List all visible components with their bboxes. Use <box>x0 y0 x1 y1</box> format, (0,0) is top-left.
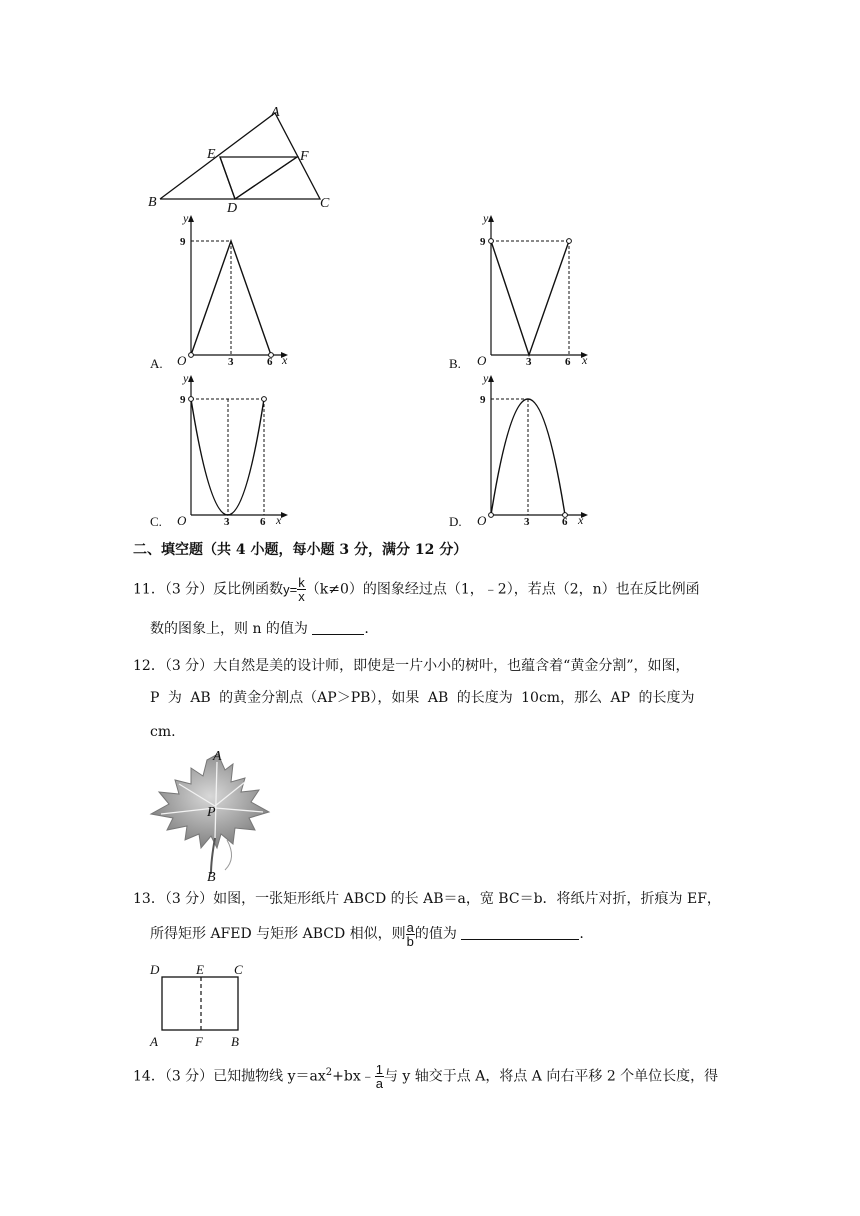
graph-a-origin: O <box>177 353 187 368</box>
question-13-line2 <box>150 919 584 949</box>
question-11-line1 <box>133 576 700 602</box>
q13-fraction <box>406 921 415 948</box>
q11-mid-text: （k≠0）的图象经过点（1，﹣2），若点（2，n）也在反比例函 <box>305 581 700 598</box>
q14-sup: 2 <box>325 1067 333 1078</box>
graph-d-x-label: x <box>578 513 584 527</box>
q14-mid: +bx﹣ <box>332 1068 375 1085</box>
section-title: 二、填空题（共 4 小题，每小题 3 分，满分 12 分） <box>133 542 468 558</box>
graph-c-x-label: x <box>276 513 282 527</box>
graph-a <box>172 212 302 367</box>
q14-frac-num: 1 <box>375 1062 383 1078</box>
q11-number-text: 11．（3 分）反比例函数 <box>133 581 284 598</box>
graph-d-three: 3 <box>524 516 530 528</box>
graph-b-six: 6 <box>565 356 571 368</box>
question-12-line3: cm. <box>150 724 176 740</box>
graph-b-x-label: x <box>582 353 588 367</box>
graph-b-nine: 9 <box>480 236 486 248</box>
rect-label-d: D <box>150 962 160 977</box>
rect-label-e: E <box>196 962 204 977</box>
q11-frac-num: k <box>298 575 305 590</box>
question-12-line2: P 为 AB 的黄金分割点（AP＞PB），如果 AB 的长度为 10cm，那么 AP 的长度为 <box>150 690 695 706</box>
question-13-line1: 13．（3 分）如图，一张矩形纸片 ABCD 的长 AB＝a，宽 BC＝b．将纸片对折，折痕为 EF， <box>133 891 721 907</box>
triangle-label-f: F <box>300 149 309 164</box>
q13-frac-num: a <box>406 919 414 935</box>
leaf-figure <box>145 748 275 883</box>
q13-answer-blank[interactable] <box>461 925 579 940</box>
q11-end: . <box>364 621 369 637</box>
graph-b-origin: O <box>477 353 487 368</box>
graph-a-x-label: x <box>282 353 288 367</box>
triangle-label-c: C <box>320 196 330 211</box>
q11-frac-den: x <box>298 589 305 604</box>
leaf-label-p: P <box>207 805 216 820</box>
triangle-label-e: E <box>207 147 216 162</box>
graph-a-three: 3 <box>228 356 234 368</box>
q13-end: . <box>579 926 584 942</box>
triangle-label-d: D <box>227 201 238 216</box>
graph-c <box>172 372 302 527</box>
rect-label-b: B <box>231 1034 239 1049</box>
question-14-line1 <box>133 1058 718 1092</box>
triangle-figure <box>140 100 340 215</box>
q14-pre: 14．（3 分）已知抛物线 y＝ax <box>133 1068 326 1085</box>
graph-c-y-label: y <box>183 371 189 385</box>
rect-label-c: C <box>234 962 243 977</box>
graph-b-y-label: y <box>483 211 489 225</box>
graph-a-six: 6 <box>267 356 273 368</box>
graph-d-origin: O <box>477 513 487 528</box>
rect-label-f: F <box>195 1034 203 1049</box>
graph-c-origin: O <box>177 513 187 528</box>
q11-frac-y: y= <box>283 581 298 597</box>
q11-line2-text: 数的图象上，则 n 的值为 <box>150 621 308 637</box>
q13-frac-den: b <box>406 933 414 949</box>
triangle-label-b: B <box>148 195 157 210</box>
rect-label-a: A <box>150 1034 158 1049</box>
q14-fraction <box>375 1063 384 1090</box>
graph-a-y-label: y <box>183 211 189 225</box>
triangle-label-a: A <box>271 105 280 120</box>
q11-fraction <box>297 576 306 603</box>
graph-a-nine: 9 <box>180 236 186 248</box>
q11-inverse-function <box>283 575 306 604</box>
leaf-label-b: B <box>207 870 216 885</box>
q14-post: 与 y 轴交于点 A，将点 A 向右平移 2 个单位长度，得 <box>383 1068 719 1085</box>
question-11-line2 <box>150 620 369 638</box>
graph-b <box>472 212 602 367</box>
graph-d-nine: 9 <box>480 394 486 406</box>
q11-answer-blank[interactable] <box>312 620 364 635</box>
q14-frac-den: a <box>375 1076 383 1092</box>
option-d-label: D. <box>449 514 462 529</box>
q13-line2-pre: 所得矩形 AFED 与矩形 ABCD 相似，则 <box>150 926 406 942</box>
question-12-line1: 12．（3 分）大自然是美的设计师，即使是一片小小的树叶，也蕴含着“黄金分割”，如图， <box>133 658 690 674</box>
option-b-label: B. <box>449 356 461 371</box>
graph-d-six: 6 <box>562 516 568 528</box>
graph-c-six: 6 <box>260 516 266 528</box>
option-c-label: C. <box>150 514 162 529</box>
graph-d-y-label: y <box>483 371 489 385</box>
graph-c-nine: 9 <box>180 394 186 406</box>
q13-line2-post: 的值为 <box>414 926 457 942</box>
graph-d <box>472 372 602 527</box>
rectangle-figure <box>145 960 260 1050</box>
leaf-label-a: A <box>213 749 222 764</box>
graph-c-three: 3 <box>224 516 230 528</box>
option-a-label: A. <box>150 356 163 371</box>
graph-b-three: 3 <box>526 356 532 368</box>
